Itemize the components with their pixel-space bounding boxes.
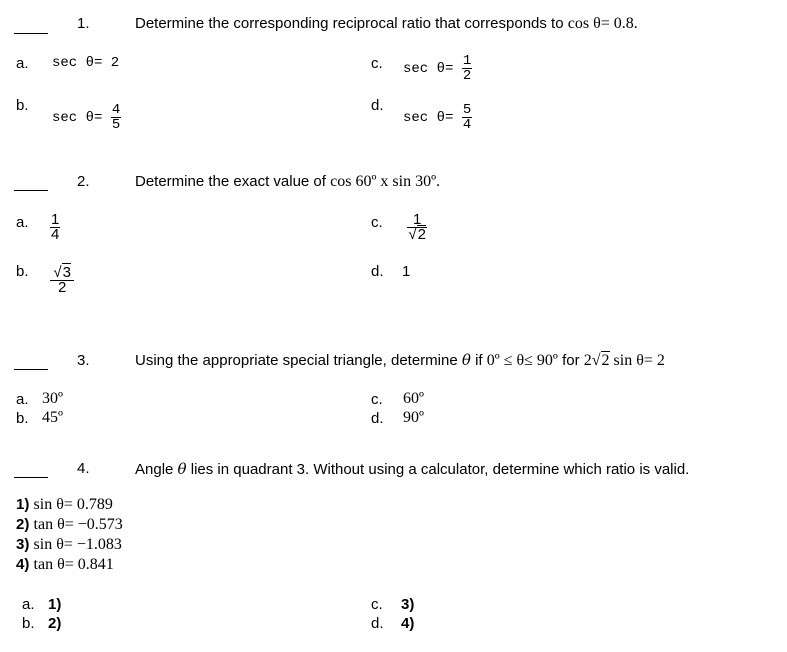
sqrt-radicand: 2 — [601, 352, 610, 369]
option-1c-letter: c. — [371, 55, 383, 72]
answer-blank-1[interactable] — [14, 33, 48, 34]
prompt-for: for — [562, 352, 580, 369]
answer-blank-3[interactable] — [14, 369, 48, 370]
fraction-numerator: 1 — [462, 53, 472, 69]
answer-blank-4[interactable] — [14, 477, 48, 478]
option-4a[interactable]: 1) — [48, 596, 62, 613]
ratio-item-3 — [16, 536, 122, 554]
fraction-numerator: 1 — [51, 211, 60, 228]
option-1a[interactable]: sec θ= 2 — [52, 55, 120, 71]
fraction-denominator: 5 — [111, 117, 121, 133]
fraction-numerator: √3 — [53, 264, 71, 281]
option-3c[interactable]: 60º — [403, 390, 424, 407]
option-1b-fraction — [111, 103, 121, 132]
fraction-denominator: 4 — [462, 117, 472, 133]
question-prompt-text: Using the appropriate special triangle, determine — [135, 352, 458, 369]
prompt-if: if — [475, 352, 483, 369]
fraction-denominator: 2 — [50, 280, 74, 295]
ratio-item-expression: sin θ= 0.789 — [33, 496, 113, 513]
option-4a-letter: a. — [22, 596, 35, 613]
option-1b[interactable] — [52, 103, 121, 132]
question-prompt-math: cos 60º x sin 30º. — [330, 173, 441, 190]
option-1c-prefix: sec θ= — [403, 61, 454, 78]
option-2b-letter: b. — [16, 263, 29, 280]
option-2a-fraction — [50, 213, 60, 242]
ratio-item-expression: tan θ= 0.841 — [33, 556, 114, 573]
ratio-item-1 — [16, 496, 113, 514]
question-prompt-1 — [135, 15, 638, 33]
question-number-3: 3. — [77, 352, 90, 369]
question-number-1: 1. — [77, 15, 90, 32]
question-prompt-text: Determine the corresponding reciprocal ratio that corresponds to — [135, 15, 564, 32]
fraction-numerator: 4 — [111, 102, 121, 118]
option-1d-prefix: sec θ= — [403, 110, 454, 127]
equation: 2√2 sin θ= 2 — [583, 352, 665, 369]
question-prompt-math: cos θ= 0.8. — [567, 15, 638, 32]
option-3b-letter: b. — [16, 410, 29, 427]
option-1b-letter: b. — [16, 97, 29, 114]
option-3a-letter: a. — [16, 391, 29, 408]
option-2a[interactable] — [50, 213, 60, 242]
theta-symbol: θ — [177, 460, 187, 478]
ratio-item-expression: sin θ= −1.083 — [33, 536, 122, 553]
option-2d[interactable]: 1 — [402, 263, 411, 280]
option-3b[interactable]: 45º — [42, 409, 63, 426]
option-1d[interactable] — [403, 103, 472, 132]
equation-rest: sin θ= 2 — [613, 352, 665, 369]
ratio-item-number: 4) — [16, 556, 30, 573]
question-number-4: 4. — [77, 460, 90, 477]
fraction-numerator: 5 — [462, 102, 472, 118]
theta-symbol: θ — [461, 351, 471, 369]
option-4d[interactable]: 4) — [401, 615, 415, 632]
question-prompt-4 — [135, 460, 689, 478]
fraction-denominator: 4 — [51, 226, 60, 243]
option-2a-letter: a. — [16, 214, 29, 231]
option-4d-letter: d. — [371, 615, 384, 632]
question-prompt-text: lies in quadrant 3. Without using a calculator, determine which ratio is valid. — [190, 461, 690, 478]
option-1c-fraction — [462, 54, 472, 83]
option-2b-fraction — [50, 266, 74, 295]
option-4c-letter: c. — [371, 596, 383, 613]
ratio-item-expression: tan θ= −0.573 — [33, 516, 123, 533]
ratio-item-number: 2) — [16, 516, 30, 533]
option-1b-prefix: sec θ= — [52, 110, 103, 127]
question-prompt-text: Determine the exact value of — [135, 173, 326, 190]
question-number-2: 2. — [77, 173, 90, 190]
option-2c[interactable] — [405, 213, 429, 242]
option-1a-letter: a. — [16, 55, 29, 72]
option-4c[interactable]: 3) — [401, 596, 415, 613]
question-prompt-2 — [135, 173, 440, 191]
option-1d-fraction — [462, 103, 472, 132]
fraction-denominator: 2 — [462, 68, 472, 84]
answer-blank-2[interactable] — [14, 190, 48, 191]
fraction-numerator: 1 — [413, 211, 422, 228]
sqrt-radicand: 3 — [62, 264, 71, 281]
ratio-item-4 — [16, 556, 114, 574]
ratio-item-number: 1) — [16, 496, 30, 513]
option-1d-letter: d. — [371, 97, 384, 114]
option-4b[interactable]: 2) — [48, 615, 62, 632]
sqrt-radicand: 2 — [417, 226, 426, 243]
angle-range: 0º ≤ θ≤ 90º — [486, 352, 558, 369]
option-1c[interactable] — [403, 54, 472, 83]
option-3d-letter: d. — [371, 410, 384, 427]
prompt-angle: Angle — [135, 461, 174, 478]
equation-coefficient: 2 — [583, 352, 592, 369]
ratio-item-number: 3) — [16, 536, 30, 553]
option-2c-fraction — [405, 213, 429, 242]
option-3d[interactable]: 90º — [403, 409, 424, 426]
option-3a[interactable]: 30º — [42, 390, 63, 407]
question-prompt-3 — [135, 351, 665, 370]
option-4b-letter: b. — [22, 615, 35, 632]
option-2d-letter: d. — [371, 263, 384, 280]
option-2b[interactable] — [50, 266, 74, 295]
ratio-item-2 — [16, 516, 123, 534]
option-2c-letter: c. — [371, 214, 383, 231]
option-3c-letter: c. — [371, 391, 383, 408]
fraction-denominator: √2 — [408, 226, 426, 243]
